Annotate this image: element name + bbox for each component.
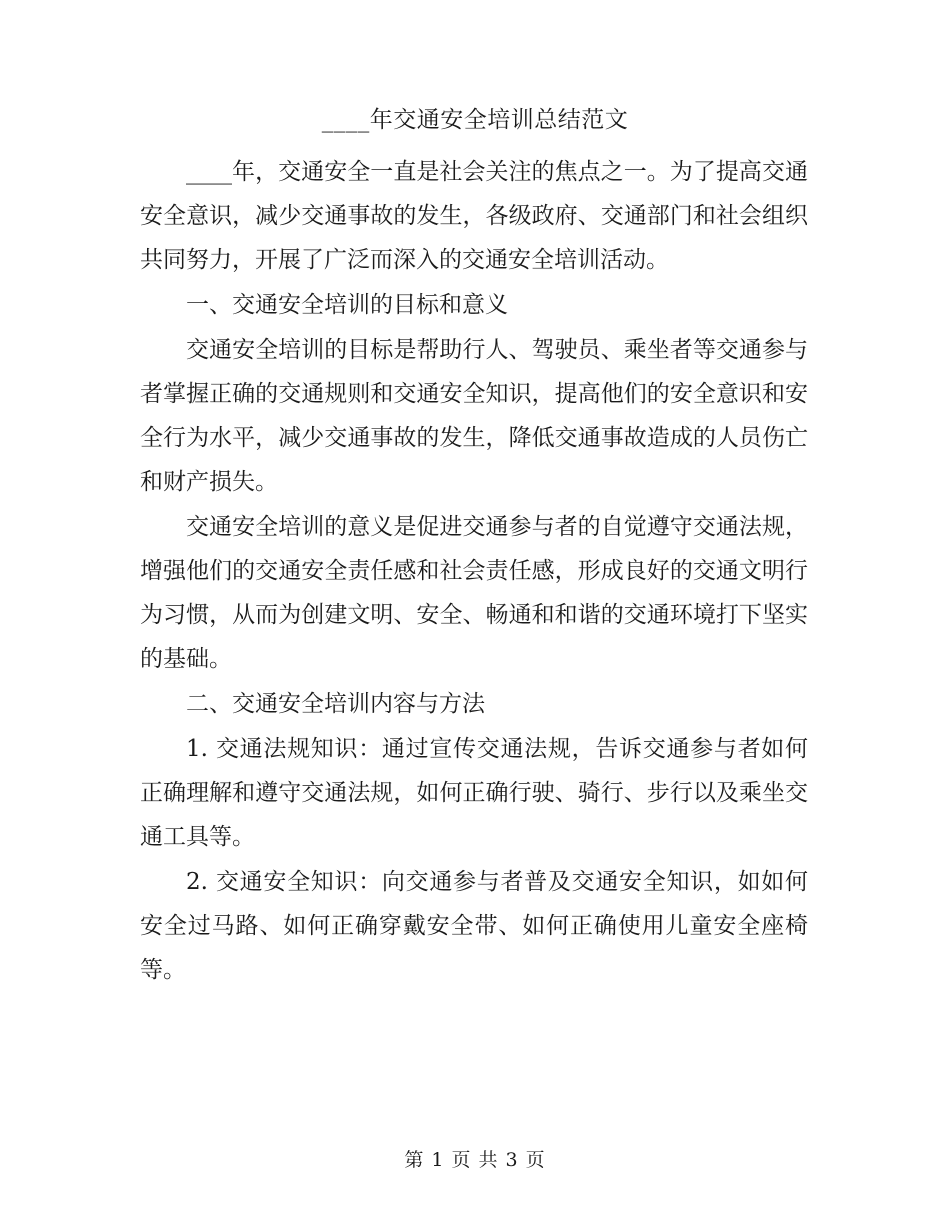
paragraph-item-1: 1. 交通法规知识：通过宣传交通法规，告诉交通参与者如何正确理解和遵守交通法规，如何正确行驶、骑行、步行以及乘坐交通工具等。 bbox=[140, 736, 808, 850]
document-title: ____年交通安全培训总结范文 bbox=[321, 107, 629, 133]
page-footer: 第 1 页 共 3 页 bbox=[404, 1149, 546, 1171]
paragraph-item-2: 2. 交通安全知识：向交通参与者普及交通安全知识，如如何安全过马路、如何正确穿戴安全带、如何正确使用儿童安全座椅等。 bbox=[140, 869, 808, 983]
paragraph-intro: ____年，交通安全一直是社会关注的焦点之一。为了提高交通安全意识，减少交通事故的发生，各级政府、交通部门和社会组织共同努力，开展了广泛而深入的交通安全培训活动。 bbox=[140, 159, 808, 273]
paragraph-goals: 交通安全培训的目标是帮助行人、驾驶员、乘坐者等交通参与者掌握正确的交通规则和交通安全知识，提高他们的安全意识和安全行为水平，减少交通事故的发生，降低交通事故造成的人员伤亡和财产损失。 bbox=[140, 337, 808, 495]
section-heading-2: 二、交通安全培训内容与方法 bbox=[186, 691, 485, 717]
section-heading-1: 一、交通安全培训的目标和意义 bbox=[186, 292, 508, 318]
document-body bbox=[140, 150, 808, 993]
paragraph-significance: 交通安全培训的意义是促进交通参与者的自觉遵守交通法规，增强他们的交通安全责任感和社会责任感，形成良好的交通文明行为习惯，从而为创建文明、安全、畅通和和谐的交通环境打下坚实的基础。 bbox=[140, 514, 808, 672]
